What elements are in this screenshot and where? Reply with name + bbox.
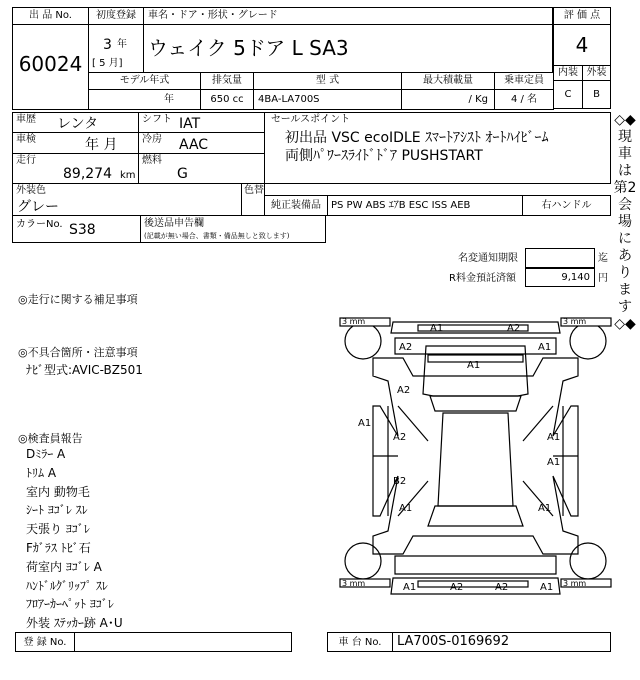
notice-unit: 迄 [598, 253, 608, 264]
tire-front-left-icon [345, 323, 381, 359]
reg-no-label: 登 録 No. [23, 637, 67, 648]
lot-no-box [12, 24, 89, 110]
defects-title: ◎不具合箇所・注意事項 [18, 346, 138, 359]
damage-mark: A1 [547, 432, 561, 443]
inspector-item: ﾊﾝﾄﾞﾙｸﾞﾘｯﾌﾟ ｽﾚ [26, 578, 108, 593]
inspector-item: 室内 動物毛 [26, 484, 90, 499]
score-label-box [553, 7, 611, 25]
tire-rear-right-depth: 3 mm [563, 579, 587, 588]
tire-rear-right-icon [570, 543, 606, 579]
damage-mark: A1 [538, 342, 552, 353]
genuine-equipment: PS PW ABS ｴｱB ESC ISS AEB [331, 200, 471, 211]
sales-point-label: セールスポイント [271, 114, 351, 125]
model-year-box [88, 89, 201, 110]
model-box [253, 89, 402, 110]
displacement: 650 cc [210, 94, 244, 105]
max-load-label-box [401, 72, 495, 90]
damage-mark: A2 [507, 323, 521, 334]
genuine-box [327, 195, 523, 216]
inspection-label: 車検 [16, 134, 36, 145]
tire-front-right-depth: 3 mm [563, 317, 587, 326]
exterior-color: グレー [17, 199, 59, 215]
handle: 右ハンドル [541, 200, 592, 211]
max-load-box [401, 89, 495, 110]
inspection-cell [12, 132, 139, 154]
interior-label: 内装 [558, 67, 578, 78]
aftermarket-label: 後送品申告欄 [144, 218, 204, 229]
fuel: G [177, 166, 188, 182]
tire-front-right-icon [570, 323, 606, 359]
chassis-box [392, 632, 611, 652]
displacement-label-box [200, 72, 254, 90]
score-box [553, 24, 611, 66]
car-name-box [143, 24, 553, 73]
capacity: 4 / 名 [510, 94, 538, 105]
recycle-amount: 9,140 [561, 272, 590, 283]
sales-point-cell [264, 112, 611, 184]
roof-outline [438, 413, 513, 506]
inspector-item: ﾌﾛｱｰｶｰﾍﾟｯﾄ ﾖｺﾞﾚ [26, 597, 114, 612]
lot-no-label: 出 品 No. [29, 10, 72, 21]
genuine-label: 純正装備品 [271, 200, 321, 211]
mileage-label: 走行 [16, 155, 36, 166]
exterior-label: 外装 [586, 67, 607, 78]
damage-mark: A1 [403, 582, 417, 593]
interior-score: C [564, 89, 572, 100]
first-reg-year: 3 [103, 37, 112, 53]
interior-label-box [553, 65, 583, 81]
notice-box [525, 248, 595, 268]
rear-panel-outline [395, 556, 556, 574]
car-name-label-box [143, 7, 553, 25]
color-change-label: 色替 [244, 185, 264, 196]
car-name-label: 車名・ドア・形状・グレード [148, 10, 278, 21]
history-cell [12, 112, 139, 133]
sales-point-line1: 初出品 VSC ecoIDLE ｽﾏｰﾄｱｼｽﾄ ｵｰﾄﾊｲﾋﾞｰﾑ [285, 130, 549, 146]
lot-no: 60024 [18, 52, 83, 76]
reg-no-box [74, 632, 292, 652]
inspector-item: ｼｰﾄ ﾖｺﾞﾚ ｽﾚ [26, 503, 88, 518]
genuine-label-box [264, 195, 328, 216]
history: レンタ [57, 116, 99, 132]
recycle-unit: 円 [598, 273, 608, 284]
chassis-no: LA700S-0169692 [397, 634, 510, 649]
inspector-item: 外装 ｽﾃｯｶｰ跡 A･U [26, 616, 123, 631]
recycle-box [525, 268, 595, 287]
color-no-label: カラーNo. [16, 219, 63, 230]
damage-mark: A1 [547, 457, 561, 468]
max-load: / Kg [468, 94, 488, 105]
capacity-box [494, 89, 554, 110]
damage-mark: A1 [358, 418, 372, 429]
inspector-item: Dﾐﾗｰ A [26, 447, 66, 461]
displacement-label: 排気量 [212, 75, 242, 86]
first-reg-box [88, 24, 144, 73]
aftermarket-cell [140, 215, 326, 243]
mileage-cell [12, 153, 139, 184]
score: 4 [575, 33, 589, 57]
max-load-label: 最大積載量 [423, 75, 473, 86]
history-label: 車歴 [16, 114, 36, 125]
mileage-unit: km [120, 170, 136, 181]
damage-mark: A2 [393, 432, 407, 443]
lot-no-label-box [12, 7, 89, 25]
venue-notice: ◇◆現車は第2会場にあります◇◆ [613, 112, 637, 332]
damage-mark: B2 [393, 476, 407, 487]
model-label-box [253, 72, 402, 90]
damage-mark: A2 [450, 582, 464, 593]
model: 4BA-LA700S [258, 94, 320, 105]
tire-rear-left-depth: 3 mm [342, 579, 366, 588]
inspector-report-title: ◎検査員報告 [18, 432, 83, 445]
exterior-color-label: 外装色 [16, 185, 46, 196]
nav-model: ﾅﾋﾞ型式:AVIC-BZ501 [26, 363, 143, 377]
shift-cell [138, 112, 265, 133]
first-reg-label-box [88, 7, 144, 25]
ac-label: 冷房 [142, 134, 162, 145]
mileage: 89,274 [63, 166, 112, 182]
fuel-label: 燃料 [142, 155, 162, 166]
damage-mark: A2 [495, 582, 509, 593]
recycle-label: R料金預託済額 [449, 273, 516, 284]
aftermarket-note: (記載が無い場合、書類・備品無しと致します) [144, 232, 290, 240]
interior-box [553, 80, 583, 109]
first-reg-label: 初度登録 [96, 10, 136, 21]
damage-mark: A1 [540, 582, 554, 593]
damage-mark: A1 [467, 360, 481, 371]
tire-front-left-depth: 3 mm [342, 317, 366, 326]
color-no: S38 [69, 222, 96, 238]
inspector-item: Fｶﾞﾗｽ ﾄﾋﾞ石 [26, 540, 91, 555]
tire-rear-left-icon [345, 543, 381, 579]
displacement-box [200, 89, 254, 110]
score-label: 評 価 点 [563, 10, 601, 21]
rear-window-outline [428, 506, 523, 526]
fuel-cell [138, 153, 265, 184]
chassis-label: 車 台 No. [338, 637, 382, 648]
damage-mark: A1 [538, 503, 552, 514]
model-label: 型 式 [315, 75, 340, 86]
damage-mark: A1 [399, 503, 413, 514]
damage-mark: A2 [399, 342, 413, 353]
shift: IAT [179, 116, 201, 132]
capacity-label: 乗車定員 [504, 75, 544, 86]
color-no-cell [12, 215, 141, 243]
damage-mark: A2 [397, 385, 411, 396]
ac-cell [138, 132, 265, 154]
inspector-item: 荷室内 ﾖｺﾞﾚ A [26, 559, 102, 574]
inspector-item: 天張り ﾖｺﾞﾚ [26, 522, 90, 537]
running-notes-title: ◎走行に関する補足事項 [18, 293, 138, 306]
inspector-item: ﾄﾘﾑ A [26, 465, 57, 480]
first-reg-year-unit: 年 [117, 39, 127, 50]
sales-point-line2: 両側ﾊﾟﾜｰｽﾗｲﾄﾞﾄﾞｱ PUSHSTART [285, 148, 483, 164]
shift-label: シフト [142, 114, 172, 125]
first-reg-month: [ 5 月] [92, 58, 123, 69]
damage-mark: A1 [430, 323, 444, 334]
car-name: ウェイク 5ドア L SA3 [148, 36, 349, 60]
color-change-cell [241, 183, 265, 216]
exterior-score: B [593, 89, 600, 100]
car-damage-diagram [338, 316, 613, 601]
model-year-unit: 年 [164, 94, 174, 105]
exterior-label-box [582, 65, 611, 81]
exterior-box [582, 80, 611, 109]
capacity-label-box [494, 72, 554, 90]
notice-label: 名変通知期限 [458, 253, 518, 264]
ac: AAC [179, 137, 209, 153]
exterior-color-cell [12, 183, 242, 216]
reg-no-label-box [15, 632, 75, 652]
model-year-label-box [88, 72, 201, 90]
chassis-label-box [327, 632, 393, 652]
handle-box [522, 195, 611, 216]
model-year-label: モデル年式 [119, 75, 170, 86]
inspection: 年 月 [85, 137, 118, 153]
inspector-items [26, 445, 123, 633]
